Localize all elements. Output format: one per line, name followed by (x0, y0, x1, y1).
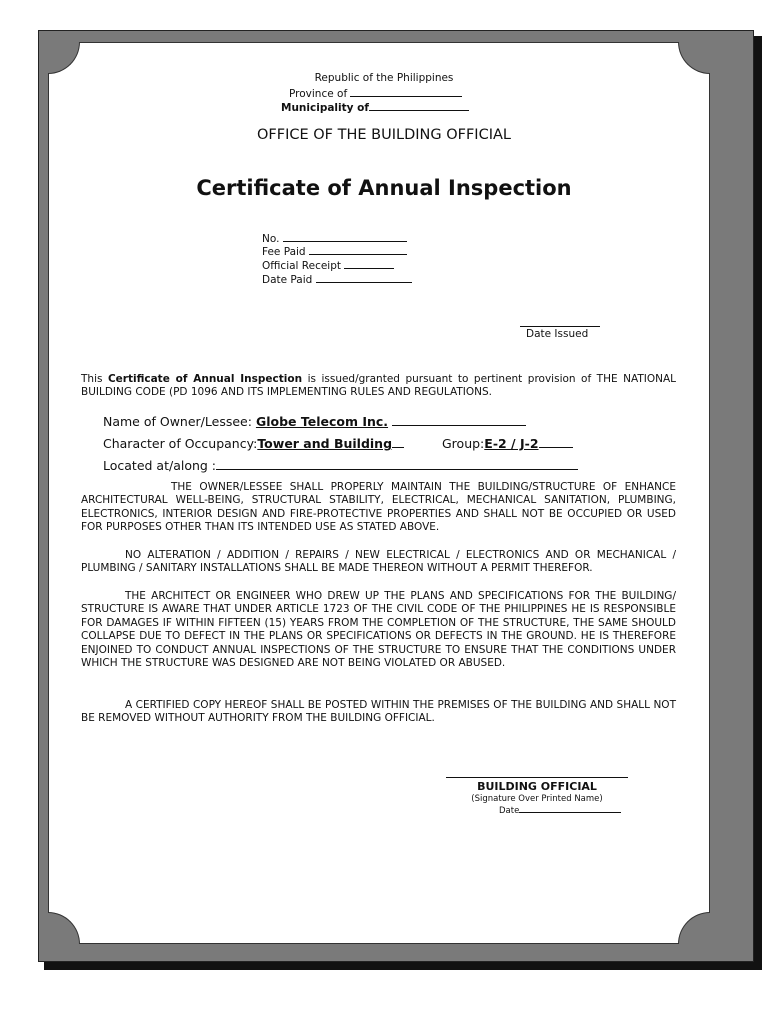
signature-line (446, 777, 628, 778)
receipt-no-row (262, 231, 407, 245)
date-issued-line (520, 326, 600, 327)
municipality-label: Municipality of (281, 102, 369, 114)
intro-rest: is issued/granted pursuant to pertinent provision of THE NATIONAL BUILDING CODE (PD 1096 AND ITS IMPLEMENTING RULES AND REGULATIONS. (81, 373, 676, 399)
owner-row (103, 414, 526, 429)
official-receipt-row (262, 258, 394, 272)
corner-notch-bottom-left (48, 912, 80, 944)
date-issued-label: Date Issued (526, 328, 589, 340)
architect-paragraph (81, 590, 676, 670)
maintenance-paragraph (81, 481, 676, 535)
location-blank (216, 459, 578, 470)
location-row (103, 458, 578, 473)
signature-date-row (499, 804, 621, 816)
municipality-line (281, 100, 469, 114)
architect-text: THE ARCHITECT OR ENGINEER WHO DREW UP THE PLANS AND SPECIFICATIONS FOR THE BUILDING/ STRUCTURE IS AWARE THAT UNDER ARTICLE 1723 OF THE CIVIL CODE OF THE PHILIPPINES HE IS RESPONSIBLE FOR DAMAGES IF WITHIN FIFTEEN (15) YEARS FROM THE COMPLETION OF THE STRUCTURE, THE SAME SHOULD COLLAPSE DUE TO DEFECT IN THE PLANS OR SPECIFICATIONS OR DEFECTS IN THE GROUND. HE IS THEREFORE ENJOINED TO CONDUCT ANNUAL INSPECTIONS OF THE STRUCTURE TO ENSURE THAT THE CONDITIONS UNDER WHICH THE STRUCTURE WAS DESIGNED ARE NOT BEING VIOLATED OR ABUSED. (81, 590, 676, 670)
date-paid-row (262, 272, 412, 286)
building-official-title: BUILDING OFFICIAL (477, 780, 597, 793)
owner-label: Name of Owner/Lessee: (103, 414, 252, 429)
intro-prefix: This (81, 373, 103, 385)
group-label: Group: (442, 436, 485, 451)
fee-paid-label: Fee Paid (262, 246, 306, 258)
certificate-title: Certificate of Annual Inspection (196, 176, 572, 200)
corner-notch-top-left (48, 42, 80, 74)
receipt-no-label: No. (262, 233, 280, 245)
occupancy-blank (392, 437, 404, 448)
intro-paragraph (81, 373, 676, 400)
province-blank (350, 86, 462, 97)
date-paid-label: Date Paid (262, 274, 313, 286)
maintenance-text: THE OWNER/LESSEE SHALL PROPERLY MAINTAIN THE BUILDING/STRUCTURE OF ENHANCE ARCHITECTURAL WELL-BEING, STRUCTURAL STABILITY, ELECTRICAL, MECHANICAL SANITATION, PLUMBING, ELECTRONICS, INTERIOR DESIGN AND FIRE-PROTECTIVE PROPERTIES AND SHALL NOT BE OCCUPIED OR USED FOR PURPOSES OTHER THAN ITS INTENDED USE AS STATED ABOVE. (81, 481, 676, 534)
corner-notch-bottom-right (678, 912, 710, 944)
alteration-paragraph (81, 549, 676, 576)
republic-line: Republic of the Philippines (314, 72, 454, 84)
alteration-text: NO ALTERATION / ADDITION / REPAIRS / NEW ELECTRICAL / ELECTRONICS AND OR MECHANICAL / PLUMBING / SANITARY INSTALLATIONS SHALL BE MADE THEREON WITHOUT A PERMIT THEREFOR. (81, 549, 676, 575)
receipt-no-blank (283, 231, 407, 242)
official-receipt-blank (344, 258, 394, 269)
official-receipt-label: Official Receipt (262, 260, 342, 272)
date-paid-blank (316, 272, 412, 283)
province-label: Province of (289, 88, 348, 100)
municipality-blank (369, 100, 469, 111)
group-value: E-2 / J-2 (484, 436, 539, 451)
corner-notch-top-right (678, 42, 710, 74)
posting-paragraph (81, 699, 676, 726)
posting-text: A CERTIFIED COPY HEREOF SHALL BE POSTED WITHIN THE PREMISES OF THE BUILDING AND SHALL NOT BE REMOVED WITHOUT AUTHORITY FROM THE BUILDING OFFICIAL. (81, 699, 676, 725)
signature-date-blank (519, 804, 621, 813)
owner-value: Globe Telecom Inc. (255, 414, 389, 429)
province-line (289, 86, 462, 100)
signature-date-label: Date (499, 806, 520, 816)
occupancy-row (103, 436, 404, 451)
fee-paid-row (262, 244, 407, 258)
intro-certificate-name: Certificate of Annual Inspection (107, 373, 303, 385)
location-label: Located at/along : (103, 458, 217, 473)
occupancy-label: Character of Occupancy: (103, 436, 258, 451)
fee-paid-blank (309, 244, 407, 255)
group-blank (539, 437, 573, 448)
signature-subtitle: (Signature Over Printed Name) (471, 794, 603, 804)
occupancy-value: Tower and Building (257, 436, 393, 451)
office-heading: OFFICE OF THE BUILDING OFFICIAL (257, 127, 511, 143)
owner-blank (392, 415, 526, 426)
group-row (442, 436, 573, 451)
